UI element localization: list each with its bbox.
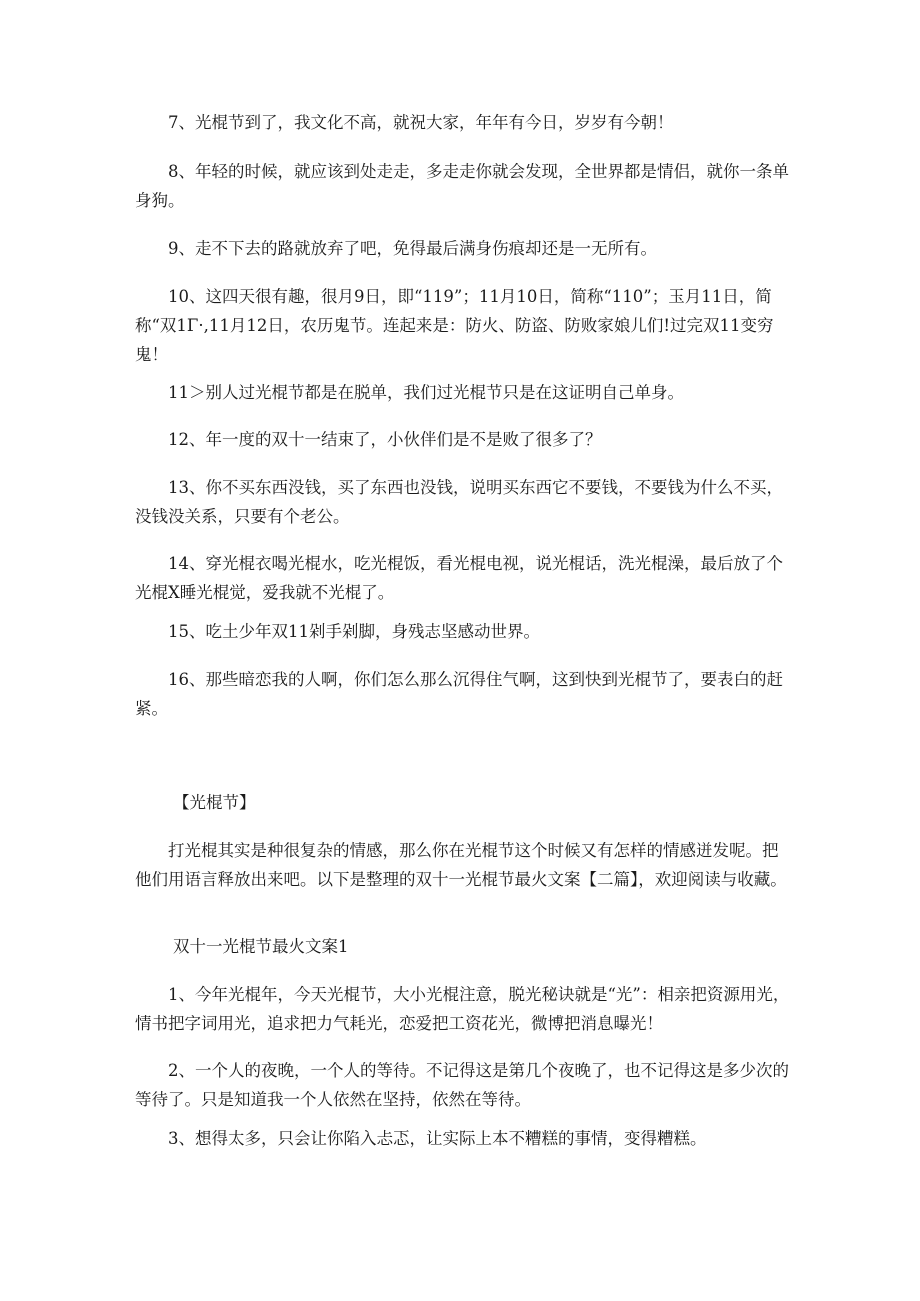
list-item: 9、走不下去的路就放弃了吧，免得最后满身伤痕却还是一无所有。: [168, 239, 657, 258]
list-item: 12、年一度的双十一结束了，小伙伴们是不是败了很多了？: [168, 430, 602, 449]
list-item: 13、你不买东西没钱，买了东西也没钱，说明买东西它不要钱，不要钱为什么不买，没钱没关系，只要有个老公。: [135, 478, 783, 526]
list-item: 1、今年光棍年，今天光棍节，大小光棍注意，脱光秘诀就是“光”：相亲把资源用光，情书把字词用光，追求把力气耗光，恋爱把工资花光，微博把消息曝光！: [135, 985, 790, 1033]
list-item: 8、年轻的时候，就应该到处走走，多走走你就会发现，全世界都是情侣，就你一条单身狗。: [135, 162, 789, 210]
list-item: 14、穿光棍衣喝光棍水，吃光棍饭，看光棍电视，说光棍话，洗光棍澡，最后放了个光棍X睡光棍觉，爱我就不光棍了。: [135, 554, 783, 602]
list-item: 7、光棍节到了，我文化不高，就祝大家，年年有今日，岁岁有今朝！: [168, 113, 674, 132]
list-item: 3、想得太多，只会让你陷入忐忑，让实际上本不糟糕的事情，变得糟糕。: [168, 1129, 707, 1148]
list-item: 11＞别人过光棍节都是在脱单，我们过光棍节只是在这证明自己单身。: [168, 383, 684, 402]
intro-paragraph: 打光棍其实是种很复杂的情感，那么你在光棍节这个时候又有怎样的情感迸发呢。把他们用语言释放出来吧。以下是整理的双十一光棍节最火文案【二篇】，欢迎阅读与收藏。: [135, 841, 787, 889]
list-item: 10、这四天很有趣，很月9日，即“119”；11月10日，简称“110”；玉月11日，简称“双1Γ·,11月12日，农历鬼节。连起来是：防火、防盗、防败家娘儿们!过完双11变穷鬼！: [135, 287, 774, 364]
list-item: 16、那些暗恋我的人啊，你们怎么那么沉得住气啊，这到快到光棍节了，要表白的赶紧。: [135, 670, 783, 718]
list-item: 2、一个人的夜晚，一个人的等待。不记得这是第几个夜晚了，也不记得这是多少次的等待了。只是知道我一个人依然在坚持，依然在等待。: [135, 1061, 789, 1109]
section-title: 【光棍节】: [173, 793, 256, 812]
subtitle: 双十一光棍节最火文案1: [173, 937, 349, 956]
list-item: 15、吃土少年双11剁手剁脚，身残志坚感动世界。: [168, 622, 540, 641]
